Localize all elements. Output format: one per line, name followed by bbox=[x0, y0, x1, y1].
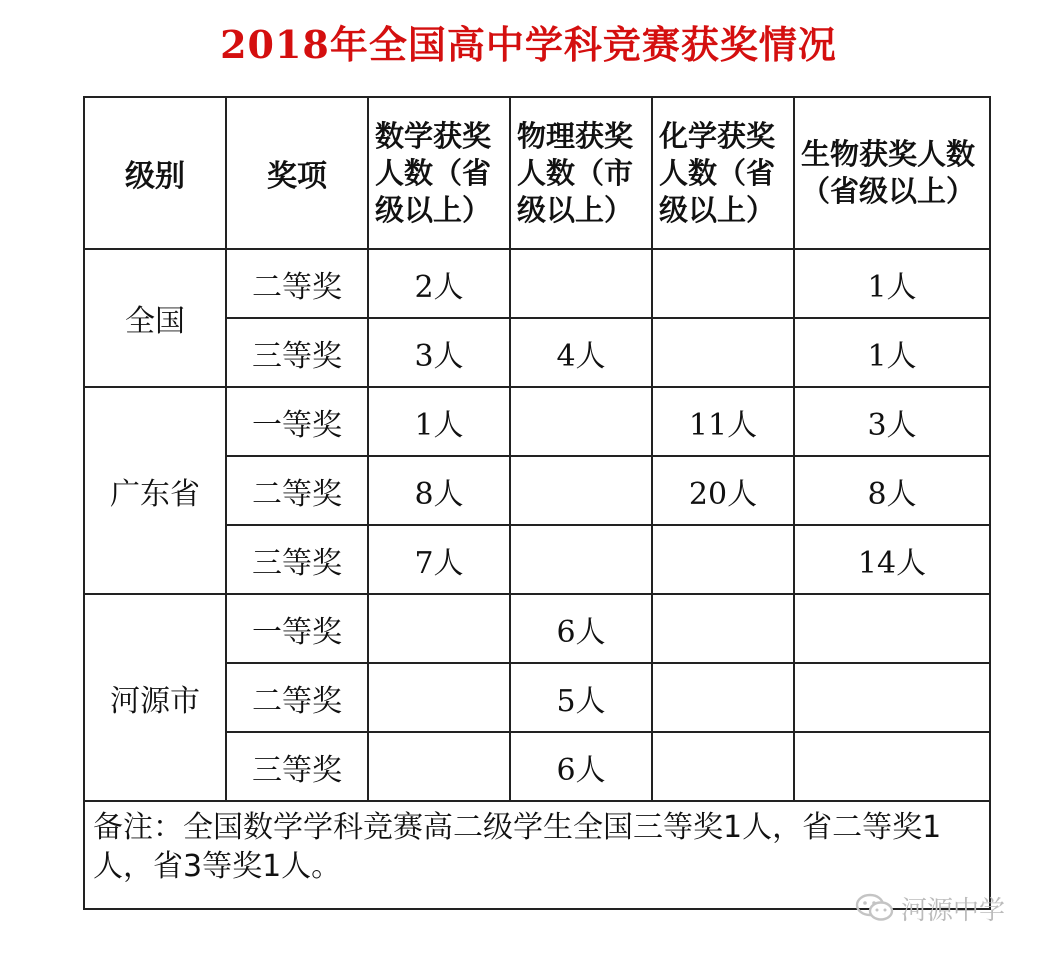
table-row bbox=[84, 594, 990, 663]
math-count: 2人 bbox=[368, 249, 510, 318]
chemistry-count: 11人 bbox=[652, 387, 794, 456]
header-physics: 物理获奖人数（市级以上） bbox=[510, 97, 652, 249]
biology-count: 1人 bbox=[794, 318, 990, 387]
level-national: 全国 bbox=[84, 249, 226, 387]
award-cell: 二等奖 bbox=[226, 249, 368, 318]
chemistry-count bbox=[652, 249, 794, 318]
awards-table bbox=[83, 96, 991, 910]
biology-count: 3人 bbox=[794, 387, 990, 456]
wechat-icon bbox=[855, 892, 895, 924]
physics-count bbox=[510, 249, 652, 318]
award-cell: 二等奖 bbox=[226, 456, 368, 525]
physics-count: 5人 bbox=[510, 663, 652, 732]
table-note: 备注：全国数学学科竞赛高二级学生全国三等奖1人，省二等奖1人，省3等奖1人。 bbox=[84, 801, 990, 909]
chemistry-count bbox=[652, 318, 794, 387]
table-row bbox=[84, 387, 990, 456]
chemistry-count bbox=[652, 594, 794, 663]
header-math: 数学获奖人数（省级以上） bbox=[368, 97, 510, 249]
header-biology: 生物获奖人数（省级以上） bbox=[794, 97, 990, 249]
biology-count bbox=[794, 732, 990, 801]
award-cell: 二等奖 bbox=[226, 663, 368, 732]
math-count bbox=[368, 732, 510, 801]
math-count: 3人 bbox=[368, 318, 510, 387]
biology-count bbox=[794, 594, 990, 663]
watermark bbox=[855, 890, 1005, 926]
biology-count bbox=[794, 663, 990, 732]
biology-count: 8人 bbox=[794, 456, 990, 525]
math-count: 7人 bbox=[368, 525, 510, 594]
physics-count bbox=[510, 525, 652, 594]
award-cell: 三等奖 bbox=[226, 525, 368, 594]
math-count bbox=[368, 663, 510, 732]
page-title: 2018年全国高中学科竞赛获奖情况 bbox=[220, 22, 837, 67]
header-level: 级别 bbox=[84, 97, 226, 249]
level-city: 河源市 bbox=[84, 594, 226, 801]
biology-count: 14人 bbox=[794, 525, 990, 594]
chemistry-count bbox=[652, 663, 794, 732]
watermark-text: 河源中学 bbox=[901, 895, 1006, 926]
chemistry-count bbox=[652, 732, 794, 801]
biology-count: 1人 bbox=[794, 249, 990, 318]
math-count: 8人 bbox=[368, 456, 510, 525]
physics-count: 6人 bbox=[510, 732, 652, 801]
table-row bbox=[84, 249, 990, 318]
award-cell: 一等奖 bbox=[226, 594, 368, 663]
physics-count bbox=[510, 456, 652, 525]
level-province: 广东省 bbox=[84, 387, 226, 594]
math-count bbox=[368, 594, 510, 663]
physics-count: 6人 bbox=[510, 594, 652, 663]
header-chemistry: 化学获奖人数（省级以上） bbox=[652, 97, 794, 249]
chemistry-count: 20人 bbox=[652, 456, 794, 525]
award-cell: 三等奖 bbox=[226, 732, 368, 801]
header-award: 奖项 bbox=[226, 97, 368, 249]
award-cell: 三等奖 bbox=[226, 318, 368, 387]
award-cell: 一等奖 bbox=[226, 387, 368, 456]
physics-count bbox=[510, 387, 652, 456]
chemistry-count bbox=[652, 525, 794, 594]
physics-count: 4人 bbox=[510, 318, 652, 387]
math-count: 1人 bbox=[368, 387, 510, 456]
header-row bbox=[84, 97, 990, 249]
